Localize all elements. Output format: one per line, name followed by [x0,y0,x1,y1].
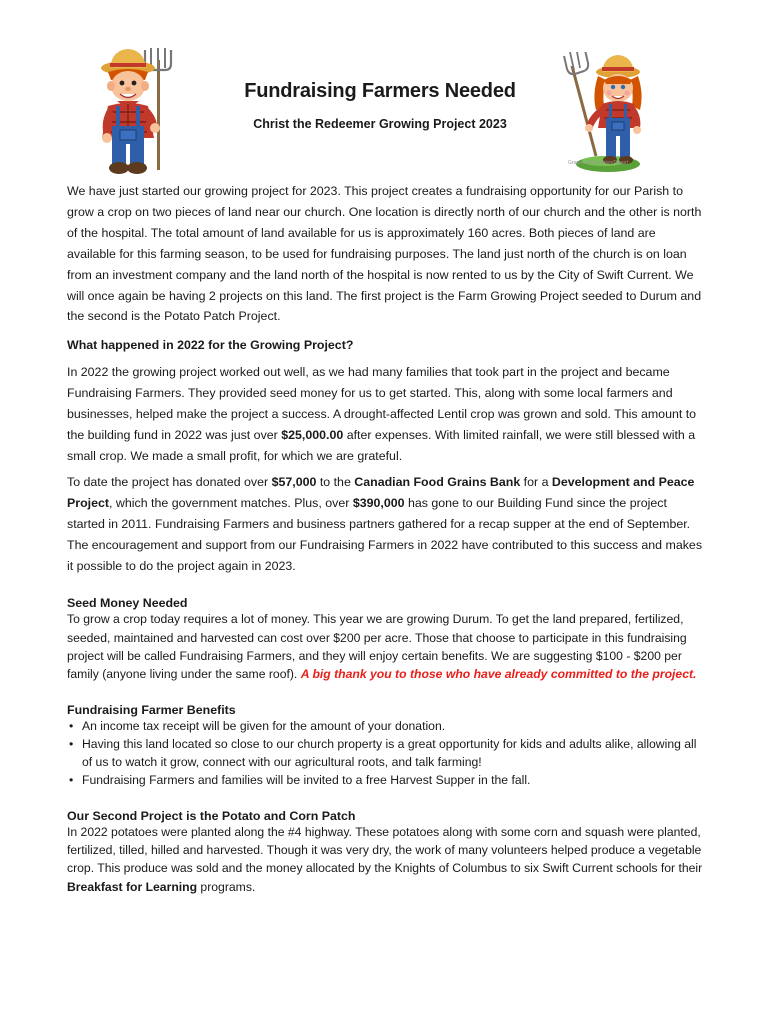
paragraph-seed-money [67,610,707,683]
text-segment: programs. [197,879,256,894]
text-segment: after expenses. With limited rainfall, we were still blessed with a small crop. We made a small profit, for which we are grateful. [67,428,696,463]
paragraph-2022-results [67,362,707,467]
thank-you-note: A big thank you to those who have already committed to the project. [300,667,697,682]
heading-benefits: Fundraising Farmer Benefits [67,702,236,717]
text-segment: In 2022 the growing project worked out well, as we had many families that took part in the project and became Fundraising Farmers. They provided seed money for us to get started. This, along with some local farmers and businesses, helped make the project a success. A drought-affected Lentil crop was grown and sold. This amount to the building fund in 2022 was just over [67,365,697,443]
paragraph-donations [67,472,707,577]
text-segment: In 2022 potatoes were planted along the #4 highway. These potatoes along with some corn and squash were planted, fertilized, tilled, hilled and harvested. Though it was very dry, the work of many volunteers helped produce a vegetable crop. This produce was sold and the money allocated by the Knights of Columbus to six Swift Current schools for their [67,824,703,876]
amount-building-fund-2022: $25,000.00 [281,428,344,443]
org-development-peace: Development and Peace Project [67,474,695,510]
paragraph-potato-project [67,823,707,896]
intro-paragraph: We have just started our growing project for 2023. This project creates a fundraising opportunity for our Parish to grow a crop on two pieces of land near our church. One location is directly north of our church and the other is north of the hospital. The total amount of land available for us is approximately 160 acres. Both pieces of land are available for this farming season, to be used for fundraising purposes. The land just north of the church is on loan from an investment company and the land north of the hospital is now rented to us by the City of Swift Current. We will once again be having 2 projects on this land. The first project is the Farm Growing Project seeded to Durum and the second is the Potato Patch Project. [67,184,702,324]
list-item: • An income tax receipt will be given for the amount of your donation. [67,717,707,735]
heading-2022: What happened in 2022 for the Growing Project? [67,338,354,353]
text-segment: has gone to our Building Fund since the project started in 2011. Fundraising Farmers and business partners gathered for a recap supper at the end of September. The encouragement and support from our Fundraising Farmers in 2022 have contributed to this success and makes it possible to do the project again in 2023. [67,495,703,573]
text-segment: To date the project has donated over [67,474,272,489]
header [190,80,570,131]
program-name: Breakfast for Learning [67,879,198,894]
page-title: Fundraising Farmers Needed [244,80,516,102]
text-segment: for a [520,474,552,489]
amount-building-fund-total: $390,000 [352,495,405,510]
text-segment: , which the government matches. Plus, over [109,495,353,510]
page-subtitle: Christ the Redeemer Growing Project 2023 [253,117,507,131]
benefits-list [67,717,707,790]
farmer-boy-illustration [96,46,182,178]
farmer-girl-illustration [562,52,654,174]
list-item: • Having this land located so close to our church property is a great opportunity for kids and adults alike, allowing all of us to watch it grow, connect with our agricultural roots, and talk farming! [67,735,707,772]
org-food-grains-bank: Canadian Food Grains Bank [354,474,521,489]
document-body [67,178,707,896]
list-item: • Fundraising Farmers and families will be invited to a free Harvest Supper in the fall. [67,771,707,789]
text-segment: to the [316,474,355,489]
clipart-watermark: Graphics/Illustration/Clipart [568,160,629,166]
heading-potato-project: Our Second Project is the Potato and Corn Patch [67,808,356,823]
amount-donated: $57,000 [271,474,317,489]
heading-seed-money: Seed Money Needed [67,596,188,611]
text-segment: To grow a crop today requires a lot of money. This year we are growing Durum. To get the land prepared, fertilized, seeded, maintained and harvested can cost over $200 per acre. Those that choose to participate in this fundraising project will be called Fundraising Farmers, and they will enjoy certain benefits. We are suggesting $100 - $200 per family (anyone living under the same roof). [67,612,687,682]
